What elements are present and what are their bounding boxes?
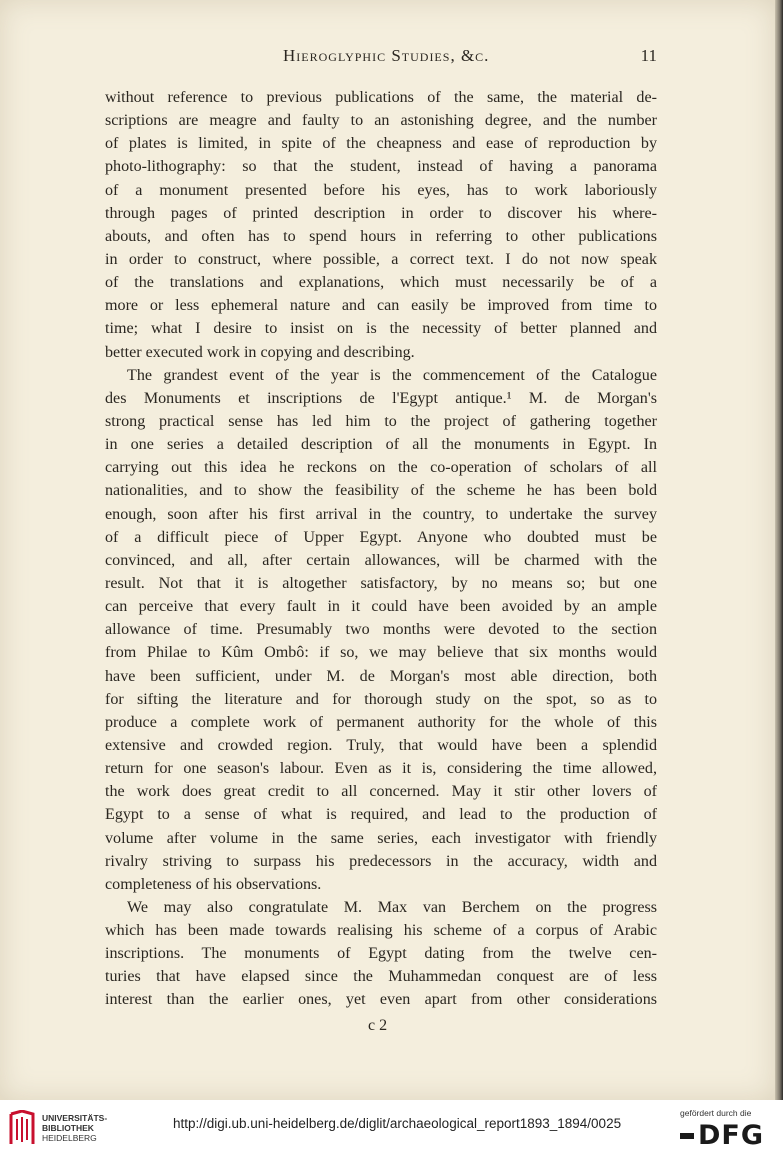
text-line: completeness of his observations. (105, 875, 322, 893)
library-name-line: HEIDELBERG (42, 1133, 97, 1143)
text-line: of plates is limited, in spite of the cheapness and ease of reproduction by (105, 135, 657, 153)
text-line: more or less ephemeral nature and can easily be improved from time to (105, 297, 657, 315)
text-line: in order to construct, where possible, a correct text. I do not now speak (105, 250, 657, 268)
text-line: the work does great credit to all concerned. May it stir other lovers of (105, 783, 657, 801)
page-header (105, 44, 657, 68)
text-line: The grandest event of the year is the commencement of the Catalogue (127, 366, 657, 384)
text-line: result. Not that it is altogether satisfactory, by no means so; but one (105, 574, 657, 592)
text-line: return for one season's labour. Even as it is, considering the time allowed, (105, 760, 657, 778)
text-line: volume after volume in the same series, each investigator with friendly (105, 829, 657, 847)
text-line: scriptions are meagre and faulty to an astonishing degree, and the number (105, 112, 657, 130)
library-name-line: UNIVERSITÄTS- (42, 1113, 108, 1123)
page-number: 11 (640, 46, 657, 65)
text-line: allowance of time. Presumably two months were devoted to the section (105, 621, 657, 639)
text-line: from Philae to Kûm Ombô: if so, we may believe that six months would (105, 644, 657, 662)
text-line: enough, soon after his first arrival in the country, to undertake the survey (105, 505, 657, 523)
body-text (105, 86, 657, 1012)
text-line: rivalry striving to surpass his predecessors in the accuracy, width and (105, 852, 657, 870)
text-line: carrying out this idea he reckons on the co-operation of scholars of all (105, 459, 657, 477)
text-line: abouts, and often has to spend hours in referring to other publications (105, 227, 657, 245)
library-name (42, 1113, 107, 1143)
text-line: through pages of printed description in order to discover his where- (105, 204, 657, 222)
text-line: interest than the earlier ones, yet even apart from other considerations (105, 991, 657, 1009)
text-line: inscriptions. The monuments of Egypt dating from the twelve cen- (105, 945, 657, 963)
dfg-bar-icon (680, 1133, 694, 1139)
text-line: time; what I desire to insist on is the necessity of better planned and (105, 320, 657, 338)
text-line: We may also congratulate M. Max van Berchem on the progress (127, 898, 657, 916)
text-line: des Monuments et inscriptions de l'Egypt antique.¹ M. de Morgan's (105, 389, 657, 407)
text-line: which has been made towards realising his scheme of a corpus of Arabic (105, 922, 657, 940)
text-line: of a monument presented before his eyes, has to work laboriously (105, 181, 657, 199)
dfg-logo: DFG (698, 1120, 765, 1151)
text-line: convinced, and all, after certain allowances, will be charmed with the (105, 551, 657, 569)
text-line: without reference to previous publications of the same, the material de- (105, 89, 657, 106)
text-line: Egypt to a sense of what is required, and lead to the production of (105, 806, 657, 824)
text-line: photo-lithography: so that the student, instead of having a panorama (105, 158, 657, 176)
library-name-line: BIBLIOTHEK (42, 1123, 94, 1133)
text-line: better executed work in copying and describing. (105, 343, 415, 361)
text-line: strong practical sense has led him to the project of gathering together (105, 412, 657, 430)
text-line: produce a complete work of permanent authority for the whole of this (105, 713, 657, 731)
library-logo-icon (8, 1110, 36, 1148)
text-line: can perceive that every fault in it could have been avoided by an ample (105, 598, 657, 616)
text-line: nationalities, and to show the feasibility of the scheme he has been bold (105, 482, 657, 500)
text-line: extensive and crowded region. Truly, that would have been a splendid (105, 736, 657, 754)
text-line: turies that have elapsed since the Muhammedan conquest are of less (105, 968, 657, 986)
permalink-url[interactable]: http://digi.ub.uni-heidelberg.de/diglit/archaeological_report1893_1894/0025 (173, 1116, 622, 1131)
running-title: Hieroglyphic Studies, &c. (283, 46, 490, 65)
funded-by-label: gefördert durch die (680, 1108, 752, 1118)
signature-mark: c 2 (368, 1017, 388, 1034)
text-line: for sifting the literature and for thorough study on the spot, so as to (105, 690, 657, 708)
text-line: have been sufficient, under M. de Morgan's most able direction, both (105, 667, 657, 685)
text-line: of the translations and explanations, which must necessarily be of a (105, 274, 657, 292)
text-line: in one series a detailed description of all the monuments in Egypt. In (105, 436, 657, 454)
text-line: of a difficult piece of Upper Egypt. Anyone who doubted must be (105, 528, 657, 546)
page-edge-shadow (775, 0, 783, 1100)
viewer-footer (0, 1100, 783, 1158)
